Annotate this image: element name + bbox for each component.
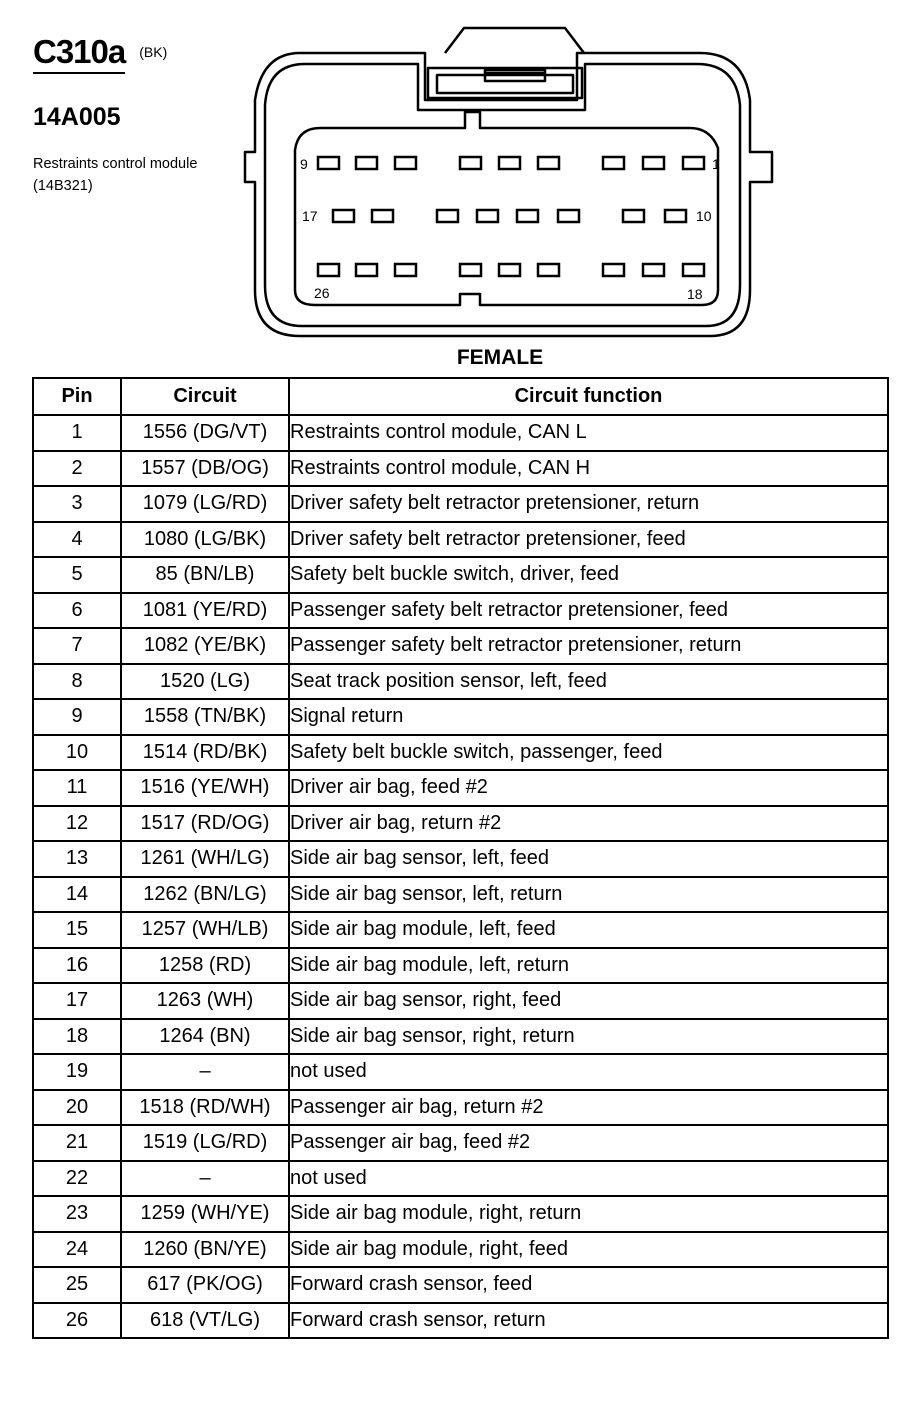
pin-socket: [603, 157, 624, 169]
pin-socket: [558, 210, 579, 222]
pin-cell: 16: [33, 948, 121, 984]
table-row: [33, 415, 888, 451]
module-description: Restraints control module (14B321): [33, 156, 198, 194]
table-row: [33, 877, 888, 913]
circuit-function-cell: Side air bag sensor, left, feed: [289, 841, 888, 877]
circuit-cell: 1260 (BN/YE): [121, 1232, 289, 1268]
pin-socket: [318, 264, 339, 276]
pin-socket: [683, 157, 704, 169]
pin-socket: [372, 210, 393, 222]
pin-socket: [356, 157, 377, 169]
circuit-cell: 1557 (DB/OG): [121, 451, 289, 487]
pin-socket: [318, 157, 339, 169]
circuit-function-cell: Driver safety belt retractor pretensioner, return: [289, 486, 888, 522]
circuit-cell: 1514 (RD/BK): [121, 735, 289, 771]
pin-socket: [499, 157, 520, 169]
circuit-function-cell: Side air bag module, left, feed: [289, 912, 888, 948]
pin-socket: [683, 264, 704, 276]
table-body: [33, 415, 888, 1338]
circuit-cell: 1516 (YE/WH): [121, 770, 289, 806]
pin-cell: 24: [33, 1232, 121, 1268]
pin-cell: 18: [33, 1019, 121, 1055]
pinout-table: [32, 377, 889, 1339]
pin-cell: 19: [33, 1054, 121, 1090]
connector-color-code: (BK): [139, 44, 168, 60]
table-row: [33, 522, 888, 558]
pin-label-1: 1: [712, 156, 720, 172]
circuit-cell: 1079 (LG/RD): [121, 486, 289, 522]
pin-cell: 11: [33, 770, 121, 806]
circuit-cell: 1518 (RD/WH): [121, 1090, 289, 1126]
circuit-cell: –: [121, 1054, 289, 1090]
pin-cell: 3: [33, 486, 121, 522]
circuit-cell: 1262 (BN/LG): [121, 877, 289, 913]
pin-cell: 2: [33, 451, 121, 487]
pin-cell: 12: [33, 806, 121, 842]
pin-cell: 6: [33, 593, 121, 629]
pin-socket: [356, 264, 377, 276]
circuit-cell: 618 (VT/LG): [121, 1303, 289, 1339]
circuit-function-cell: Safety belt buckle switch, driver, feed: [289, 557, 888, 593]
pin-cell: 26: [33, 1303, 121, 1339]
circuit-function-cell: Driver air bag, return #2: [289, 806, 888, 842]
pin-socket: [395, 264, 416, 276]
pin-socket: [643, 157, 664, 169]
circuit-function-cell: Side air bag module, right, feed: [289, 1232, 888, 1268]
pin-socket: [603, 264, 624, 276]
table-row: [33, 735, 888, 771]
pin-cell: 21: [33, 1125, 121, 1161]
pin-label-9: 9: [300, 156, 308, 172]
pin-cell: 1: [33, 415, 121, 451]
circuit-cell: 1257 (WH/LB): [121, 912, 289, 948]
table-row: [33, 593, 888, 629]
circuit-function-cell: Restraints control module, CAN L: [289, 415, 888, 451]
pin-socket: [333, 210, 354, 222]
table-row: [33, 1161, 888, 1197]
circuit-cell: 1259 (WH/YE): [121, 1196, 289, 1232]
table-row: [33, 628, 888, 664]
table-row: [33, 983, 888, 1019]
circuit-cell: 1520 (LG): [121, 664, 289, 700]
connector-face-diagram: [0, 0, 912, 345]
table-header-row: [33, 378, 888, 415]
pin-cell: 20: [33, 1090, 121, 1126]
pin-label-17: 17: [302, 208, 318, 224]
part-number: 14A005: [33, 103, 121, 131]
connector-inner-shell: [265, 64, 740, 326]
circuit-cell: 1261 (WH/LG): [121, 841, 289, 877]
pin-cell: 17: [33, 983, 121, 1019]
pin-socket: [499, 264, 520, 276]
pin-socket: [538, 157, 559, 169]
pin-cell: 13: [33, 841, 121, 877]
pin-cell: 14: [33, 877, 121, 913]
circuit-cell: 85 (BN/LB): [121, 557, 289, 593]
circuit-function-cell: not used: [289, 1161, 888, 1197]
pin-socket: [395, 157, 416, 169]
table-row: [33, 451, 888, 487]
circuit-cell: 1081 (YE/RD): [121, 593, 289, 629]
circuit-function-cell: Signal return: [289, 699, 888, 735]
header-pin: Pin: [33, 378, 121, 415]
connector-latch-tab: [445, 28, 584, 53]
table-row: [33, 1267, 888, 1303]
pin-socket: [538, 264, 559, 276]
view-label: FEMALE: [456, 346, 544, 369]
circuit-function-cell: Passenger safety belt retractor pretensioner, feed: [289, 593, 888, 629]
circuit-function-cell: Side air bag module, left, return: [289, 948, 888, 984]
circuit-function-cell: Side air bag sensor, right, feed: [289, 983, 888, 1019]
table-row: [33, 1232, 888, 1268]
pin-socket: [623, 210, 644, 222]
pin-cell: 4: [33, 522, 121, 558]
table-row: [33, 770, 888, 806]
circuit-cell: 1258 (RD): [121, 948, 289, 984]
table-row: [33, 1196, 888, 1232]
table-row: [33, 699, 888, 735]
pin-socket: [517, 210, 538, 222]
circuit-cell: 1558 (TN/BK): [121, 699, 289, 735]
circuit-function-cell: Passenger air bag, return #2: [289, 1090, 888, 1126]
pin-socket: [437, 210, 458, 222]
circuit-cell: 1080 (LG/BK): [121, 522, 289, 558]
circuit-cell: 1082 (YE/BK): [121, 628, 289, 664]
circuit-cell: 1517 (RD/OG): [121, 806, 289, 842]
header-circuit-function: Circuit function: [289, 378, 888, 415]
latch-window-inner: [437, 75, 573, 93]
circuit-function-cell: Side air bag sensor, right, return: [289, 1019, 888, 1055]
table-row: [33, 1303, 888, 1339]
table-row: [33, 806, 888, 842]
circuit-function-cell: Forward crash sensor, return: [289, 1303, 888, 1339]
circuit-function-cell: Driver safety belt retractor pretensioner, feed: [289, 522, 888, 558]
pin-cell: 10: [33, 735, 121, 771]
circuit-cell: 1556 (DG/VT): [121, 415, 289, 451]
circuit-function-cell: Forward crash sensor, feed: [289, 1267, 888, 1303]
circuit-function-cell: Safety belt buckle switch, passenger, feed: [289, 735, 888, 771]
pin-socket: [643, 264, 664, 276]
pin-label-18: 18: [687, 286, 703, 302]
pin-socket: [665, 210, 686, 222]
connector-id: C310a: [33, 34, 125, 74]
table-row: [33, 1019, 888, 1055]
pin-cell: 5: [33, 557, 121, 593]
table-row: [33, 557, 888, 593]
circuit-cell: 1264 (BN): [121, 1019, 289, 1055]
circuit-cell: 1263 (WH): [121, 983, 289, 1019]
circuit-function-cell: Driver air bag, feed #2: [289, 770, 888, 806]
pin-socket: [477, 210, 498, 222]
pin-cell: 23: [33, 1196, 121, 1232]
table-row: [33, 664, 888, 700]
circuit-function-cell: Seat track position sensor, left, feed: [289, 664, 888, 700]
table-row: [33, 486, 888, 522]
circuit-cell: 1519 (LG/RD): [121, 1125, 289, 1161]
circuit-function-cell: Passenger air bag, feed #2: [289, 1125, 888, 1161]
pin-label-10: 10: [696, 208, 712, 224]
pin-socket: [460, 157, 481, 169]
pin-cell: 9: [33, 699, 121, 735]
circuit-function-cell: Side air bag sensor, left, return: [289, 877, 888, 913]
pin-cell: 7: [33, 628, 121, 664]
circuit-cell: –: [121, 1161, 289, 1197]
circuit-cell: 617 (PK/OG): [121, 1267, 289, 1303]
table-row: [33, 948, 888, 984]
circuit-function-cell: not used: [289, 1054, 888, 1090]
table-row: [33, 1054, 888, 1090]
table-row: [33, 912, 888, 948]
circuit-function-cell: Restraints control module, CAN H: [289, 451, 888, 487]
pin-label-26: 26: [314, 285, 330, 301]
circuit-function-cell: Side air bag module, right, return: [289, 1196, 888, 1232]
header-circuit: Circuit: [121, 378, 289, 415]
table-row: [33, 1090, 888, 1126]
pin-cell: 25: [33, 1267, 121, 1303]
table-row: [33, 841, 888, 877]
pin-cell: 8: [33, 664, 121, 700]
pin-cell: 15: [33, 912, 121, 948]
table-row: [33, 1125, 888, 1161]
circuit-function-cell: Passenger safety belt retractor pretensioner, return: [289, 628, 888, 664]
pin-cell: 22: [33, 1161, 121, 1197]
pin-socket: [460, 264, 481, 276]
